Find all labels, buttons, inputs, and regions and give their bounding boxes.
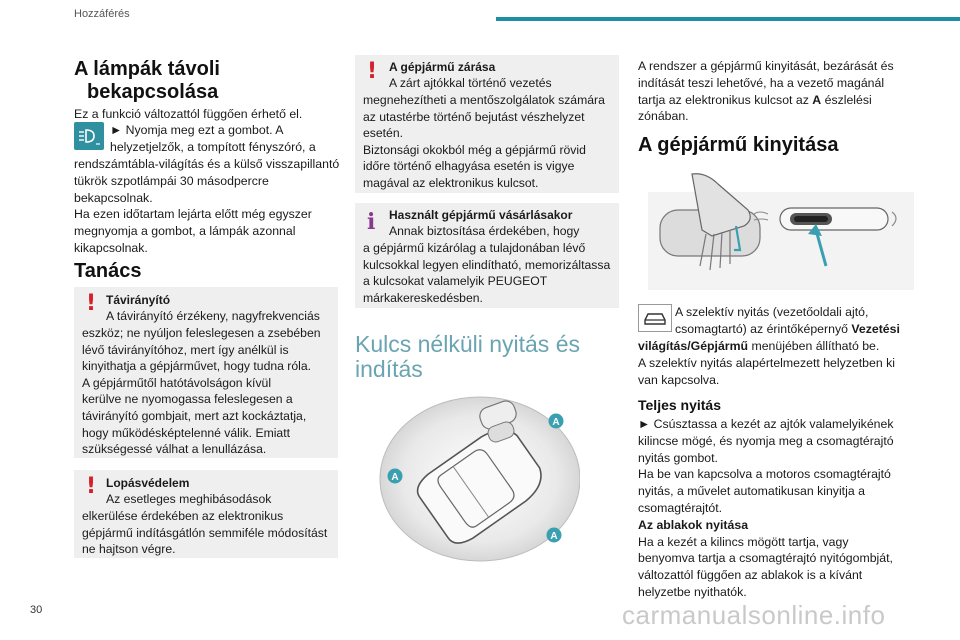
keyless-intro-line: zónában. — [638, 109, 689, 124]
selective-unlock-line: menüjében állítható be. — [748, 339, 880, 353]
car-unlock-icon — [638, 304, 672, 332]
remote-warning-title: Távirányító — [106, 293, 171, 307]
selective-unlock-line: van kapcsolva. — [638, 372, 720, 387]
lamps-intro: Ez a funkció változattól függően érhető el. — [74, 107, 303, 121]
keyless-intro-line: indítását teszi lehetővé, ha a vezető magánál — [638, 75, 885, 90]
zone-a-ref: A — [812, 92, 822, 107]
used-car-info-line: kulcsokkal legyen elindítható, memorizáltassa — [363, 257, 611, 272]
remote-warning-line: A távirányító érzékeny, nagyfrekvenciás — [106, 309, 320, 323]
full-unlock-text — [638, 416, 894, 601]
warning-icon: ! — [86, 474, 97, 499]
keyless-title-line: indítás — [355, 356, 423, 382]
locking-warning-line: Biztonsági okokból még a gépjármű rövid — [363, 142, 586, 157]
header-accent-bar — [496, 17, 960, 21]
full-unlock-line: ► Csúsztassa a kezét az ajtók valamelyikének — [638, 417, 894, 431]
headlamp-button-icon — [74, 122, 104, 150]
lamps-step-line: helyzetjelzők, a tompított fényszóró, a — [110, 139, 316, 154]
selective-unlock-line: A szelektív nyitás alapértelmezett helyzetben ki — [638, 355, 895, 370]
antitheft-warning-line: Az esetleges meghibásodások — [106, 492, 272, 506]
lamps-step — [110, 122, 316, 156]
windows-line: helyzetbe nyithatók. — [638, 584, 747, 599]
used-car-info-line: Annak biztosítása érdekében, hogy — [389, 224, 580, 238]
keyless-section-title — [355, 332, 580, 382]
used-car-info-line: márkakereskedésben. — [363, 290, 483, 305]
lamps-line: bekapcsolnak. — [74, 190, 153, 205]
zone-label-a: A — [391, 472, 399, 483]
watermark: carmanualsonline.info — [622, 600, 886, 630]
locking-warning-text — [363, 92, 615, 192]
locking-warning-line: megnehezítheti a mentőszolgálatok számára — [363, 93, 605, 107]
keyless-intro-line: A rendszer a gépjármű kinyitását, bezárását és — [638, 59, 894, 73]
keyless-intro-line: tartja az elektronikus kulcsot az — [638, 92, 813, 107]
info-icon: i — [367, 209, 376, 235]
lamps-title-line1: A lámpák távoli — [74, 58, 220, 80]
antitheft-warning-text — [82, 508, 334, 558]
locking-warning-title: A gépjármű zárása — [389, 60, 496, 74]
full-unlock-title: Teljes nyitás — [638, 397, 722, 413]
remote-warning-line: lévő távirányítóhoz, mert így anélkül is — [82, 342, 289, 357]
locking-warning-line: esetén. — [363, 126, 403, 141]
keyless-intro — [638, 58, 894, 125]
full-unlock-line: Ha be van kapcsolva a motoros csomagtérajtó — [638, 467, 891, 482]
remote-warning-box — [74, 287, 338, 458]
keyless-intro-line: észlelési — [821, 92, 872, 107]
full-unlock-line: nyitás, a művelet automatikusan kinyitja a — [638, 484, 865, 499]
zone-label-a: A — [552, 417, 560, 428]
used-car-info-box — [355, 203, 619, 308]
menu-ref: Vezetési — [851, 321, 900, 336]
locking-warning-box — [355, 55, 619, 193]
selective-unlock-line: A szelektív nyitás (vezetőoldali ajtó, — [675, 305, 869, 319]
door-handle-illustration — [648, 170, 914, 290]
remote-warning-line: hogy működésképtelenné válik. Emiatt — [82, 425, 290, 440]
lamps-line: Ha ezen időtartam lejárta előtt még egyszer — [74, 207, 312, 222]
remote-warning-line: eszköz; ne nyúljon feleslegesen a zsebében — [82, 326, 321, 340]
remote-warning-line: távirányító gombjait, mert azt kockáztatja, — [82, 408, 307, 423]
header-section: Hozzáférés — [74, 8, 130, 20]
full-unlock-line: csomagtérajtót. — [638, 500, 723, 515]
remote-warning-line: kerülve ne nyomogassa feleslegesen a — [82, 392, 293, 407]
remote-warning-text — [82, 325, 334, 458]
warning-icon: ! — [86, 291, 97, 316]
selective-unlock-line: csomagtartó) az érintőképernyő — [675, 321, 852, 336]
antitheft-warning-line: ne hajtson végre. — [82, 542, 176, 557]
locking-warning-line: A zárt ajtókkal történő vezetés — [389, 76, 552, 90]
remote-warning-line: szükségessé válhat a lenullázása. — [82, 442, 267, 457]
windows-line: benyomva tartja a csomagtérajtó nyitógombját, — [638, 551, 893, 566]
lamps-title — [74, 58, 220, 104]
warning-icon: ! — [367, 59, 378, 84]
lamps-description — [74, 156, 339, 257]
used-car-info-text — [363, 240, 615, 306]
used-car-info-line: a gépjármű kizárólag a tulajdonában lévő — [363, 241, 586, 255]
remote-warning-line: A gépjárműtől hatótávolságon kívül — [82, 375, 272, 390]
used-car-info-title: Használt gépjármű vásárlásakor — [389, 208, 573, 222]
antitheft-warning-box — [74, 470, 338, 558]
windows-line: változattól függően az ablakok is a kívánt — [638, 568, 863, 583]
keyless-title-line: Kulcs nélküli nyitás és — [355, 331, 580, 357]
remote-warning-line: kinyithatja a gépjárművet, hogy tudna róla. — [82, 359, 311, 374]
selective-unlock-text — [675, 304, 900, 338]
lamps-line: kikapcsolnak. — [74, 240, 148, 255]
zone-label-a: A — [550, 531, 558, 542]
lamps-step-line: ► Nyomja meg ezt a gombot. A — [110, 123, 284, 137]
locking-warning-line: magával az elektronikus kulcsot. — [363, 175, 539, 190]
antitheft-warning-line: elkerülése érdekében az elektronikus — [82, 509, 284, 523]
lamps-title-line2: bekapcsolása — [87, 81, 219, 103]
lamps-line: rendszámtábla-világítás és a külső visszapillantó — [74, 157, 340, 171]
advice-title: Tanács — [74, 260, 142, 282]
unlock-title: A gépjármű kinyitása — [638, 134, 839, 156]
full-unlock-line: nyitás gombot. — [638, 450, 718, 465]
antitheft-warning-line: gépjármű indításgátlón semmiféle módosítást — [82, 525, 328, 540]
full-unlock-line: kilincse mögé, és nyomja meg a csomagtérajtó — [638, 433, 894, 448]
windows-title: Az ablakok nyitása — [638, 517, 749, 532]
locking-warning-line: időre történő elhagyása esetén is vigye — [363, 159, 575, 174]
keyless-zone-illustration — [370, 394, 580, 564]
menu-ref: világítás/Gépjármű — [638, 339, 749, 353]
locking-warning-line: az utastérbe történő bejutást vészhelyzet — [363, 109, 585, 124]
selective-unlock-more — [638, 338, 895, 388]
antitheft-warning-title: Lopásvédelem — [106, 476, 190, 490]
windows-line: Ha a kezét a kilincs mögött tartja, vagy — [638, 534, 849, 549]
page-number: 30 — [30, 604, 43, 616]
lamps-line: megnyomja a gombot, a lámpák azonnal — [74, 224, 296, 239]
lamps-line: tükrök szpotlámpái 30 másodpercre — [74, 173, 269, 188]
used-car-info-line: a kulcsokat valamelyik PEUGEOT — [363, 274, 548, 289]
